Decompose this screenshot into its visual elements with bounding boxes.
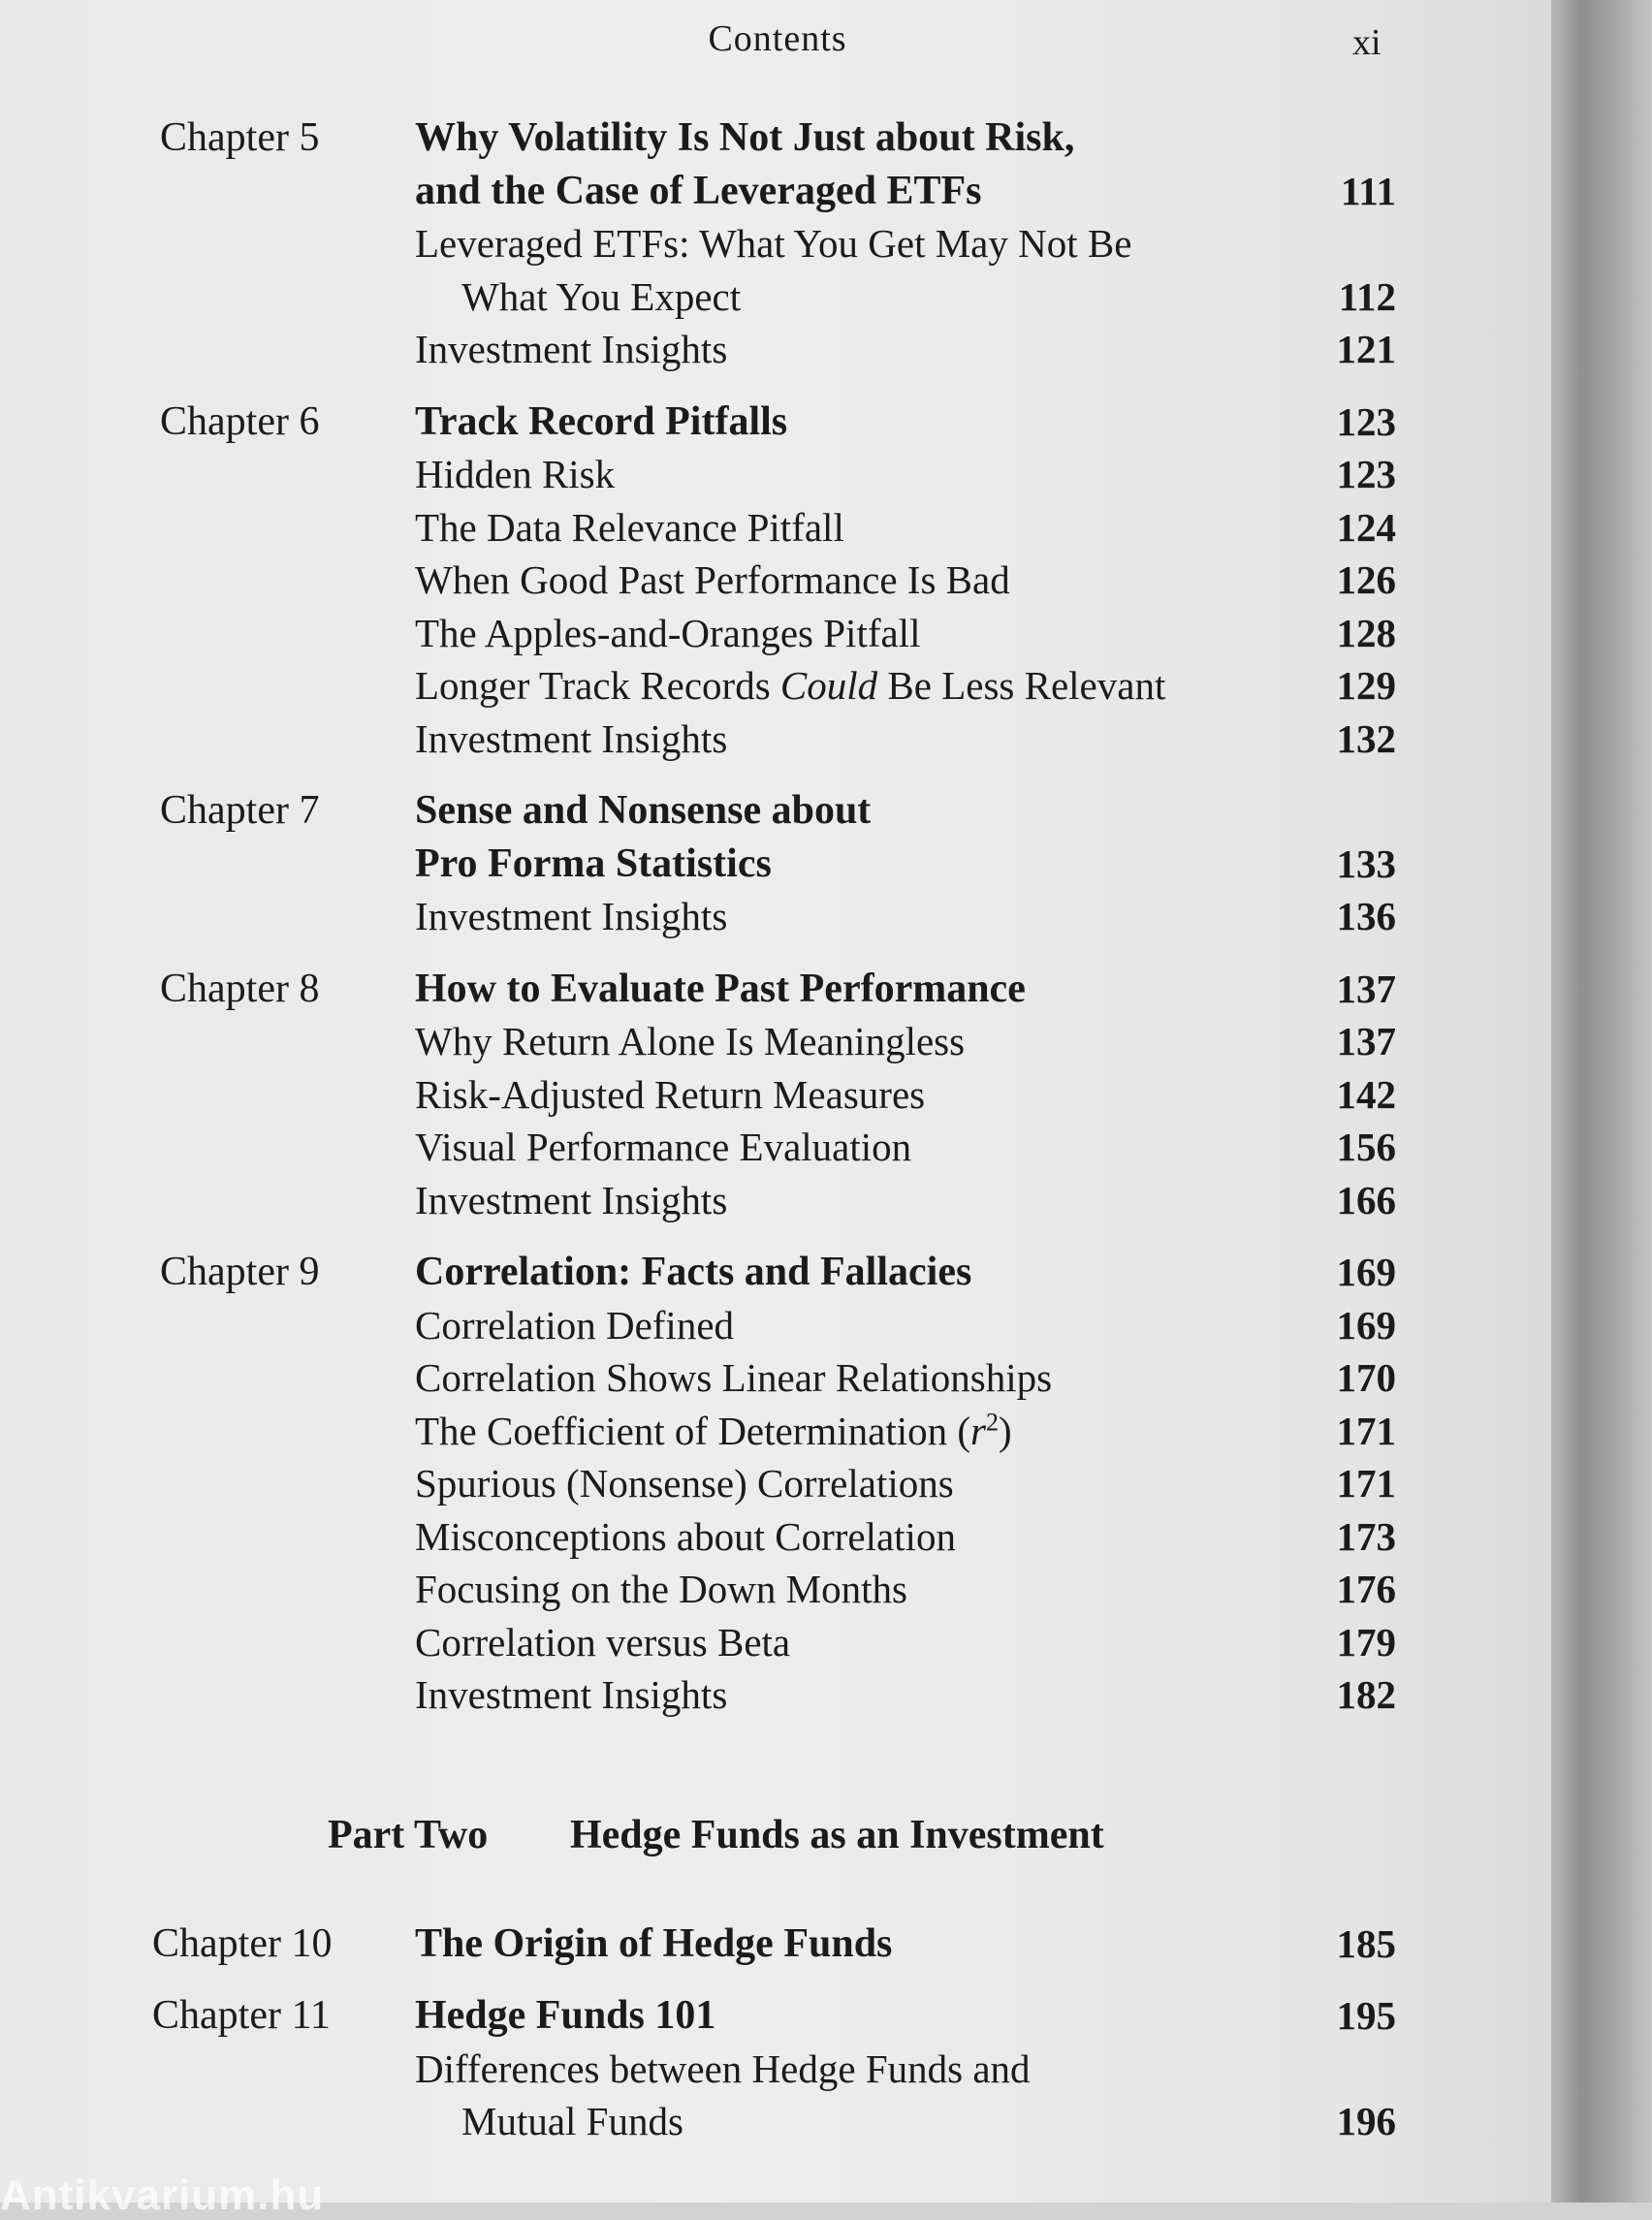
chapter-label: Chapter 9 bbox=[160, 1250, 320, 1294]
chapter-label: Chapter 7 bbox=[160, 788, 320, 833]
toc-entry: Differences between Hedge Funds and bbox=[415, 2046, 1031, 2091]
toc-page-number: 173 bbox=[1336, 1513, 1396, 1559]
toc-entry: Why Return Alone Is Meaningless bbox=[415, 1019, 966, 1063]
toc-entry: Misconceptions about Correlation bbox=[415, 1513, 956, 1559]
toc-entry: Focusing on the Down Months bbox=[415, 1567, 907, 1611]
toc-page-number: 171 bbox=[1336, 1461, 1396, 1506]
chapter-label: Chapter 6 bbox=[160, 398, 320, 444]
toc-entry: The Coefficient of Determination $(r^2)$ bbox=[415, 1407, 1012, 1453]
toc-page-number: 112 bbox=[1338, 273, 1396, 319]
toc-entry: Investment Insights bbox=[415, 1177, 728, 1222]
toc-entry: Mutual Funds bbox=[461, 2099, 683, 2143]
toc-page-number: 166 bbox=[1336, 1177, 1396, 1222]
toc-entry: Risk-Adjusted Return Measures bbox=[415, 1071, 926, 1117]
page-number: xi bbox=[1352, 22, 1382, 63]
toc-page-number: 137 bbox=[1336, 966, 1396, 1011]
toc-page-number: 133 bbox=[1336, 840, 1396, 886]
toc-page-number: 126 bbox=[1336, 557, 1396, 602]
chapter-label: Chapter 5 bbox=[160, 115, 320, 160]
toc-entry: Investment Insights bbox=[415, 715, 728, 761]
toc-entry: When Good Past Performance Is Bad bbox=[415, 557, 1010, 602]
toc-page-number: 136 bbox=[1336, 894, 1396, 938]
chapter-label: Chapter 10 bbox=[152, 1920, 333, 1966]
toc-entry: Spurious (Nonsense) Correlations bbox=[415, 1461, 954, 1506]
toc-entry: Visual Performance Evaluation bbox=[415, 1125, 912, 1169]
chapter-label: Chapter 8 bbox=[160, 966, 320, 1011]
toc-page-number: 176 bbox=[1336, 1567, 1396, 1611]
toc-page-number: 129 bbox=[1336, 663, 1396, 708]
toc-entry: Correlation versus Beta bbox=[415, 1619, 791, 1665]
chapter-title: and the Case of Leveraged ETFs bbox=[415, 168, 982, 213]
chapter-title: Sense and Nonsense about bbox=[415, 788, 872, 833]
toc-entry: Investment Insights bbox=[415, 894, 728, 938]
page-edge-shadow bbox=[1551, 0, 1652, 2203]
toc-page-number: 124 bbox=[1336, 504, 1396, 550]
toc-entry: Hidden Risk bbox=[415, 452, 616, 496]
toc-page-number: 123 bbox=[1336, 452, 1396, 496]
toc-entry: Longer Track Records Could Be Less Relevant bbox=[415, 663, 1166, 708]
chapter-title: Why Volatility Is Not Just about Risk, bbox=[415, 115, 1075, 160]
toc-page-number: 137 bbox=[1336, 1019, 1396, 1063]
chapter-title: How to Evaluate Past Performance bbox=[415, 966, 1026, 1011]
toc-page-number: 123 bbox=[1336, 398, 1396, 444]
toc-entry: The Data Relevance Pitfall bbox=[415, 504, 844, 550]
toc-page-number: 111 bbox=[1341, 168, 1396, 213]
toc-page-number: 156 bbox=[1336, 1125, 1396, 1169]
toc-page-number: 169 bbox=[1336, 1302, 1396, 1348]
toc-entry: The Apples-and-Oranges Pitfall bbox=[415, 610, 921, 655]
chapter-title: Pro Forma Statistics bbox=[415, 840, 772, 886]
part-label: Part Two bbox=[328, 1812, 489, 1857]
toc-entry: Leveraged ETFs: What You Get May Not Be bbox=[415, 221, 1132, 266]
toc-entry: Investment Insights bbox=[415, 327, 728, 371]
toc-page-number: 171 bbox=[1336, 1408, 1396, 1453]
toc-page-number: 185 bbox=[1336, 1920, 1396, 1966]
chapter-title: Hedge Funds 101 bbox=[415, 1993, 716, 2038]
toc-entry: Correlation Defined bbox=[415, 1302, 735, 1348]
toc-entry: Correlation Shows Linear Relationships bbox=[415, 1355, 1053, 1400]
toc-page-number: 132 bbox=[1336, 715, 1396, 761]
toc-entry: What You Expect bbox=[461, 273, 742, 319]
watermark: Antikvarium.hu bbox=[0, 2172, 325, 2219]
part-title: Hedge Funds as an Investment bbox=[570, 1812, 1104, 1857]
chapter-title: The Origin of Hedge Funds bbox=[415, 1920, 893, 1966]
chapter-title: Correlation: Facts and Fallacies bbox=[415, 1250, 972, 1294]
toc-page-number: 179 bbox=[1336, 1619, 1396, 1665]
toc-page-number: 196 bbox=[1336, 2099, 1396, 2143]
toc-page-number: 121 bbox=[1336, 327, 1396, 371]
toc-page-number: 142 bbox=[1336, 1071, 1396, 1117]
toc-page-number: 170 bbox=[1336, 1355, 1396, 1400]
toc-page-number: 128 bbox=[1336, 610, 1396, 655]
running-head: Contents bbox=[708, 18, 847, 59]
toc-page-number: 169 bbox=[1336, 1250, 1396, 1294]
chapter-title: Track Record Pitfalls bbox=[415, 398, 788, 444]
chapter-label: Chapter 11 bbox=[152, 1993, 331, 2038]
toc-page-number: 182 bbox=[1336, 1672, 1396, 1717]
toc-page-number: 195 bbox=[1336, 1993, 1396, 2038]
toc-entry: Investment Insights bbox=[415, 1672, 728, 1717]
